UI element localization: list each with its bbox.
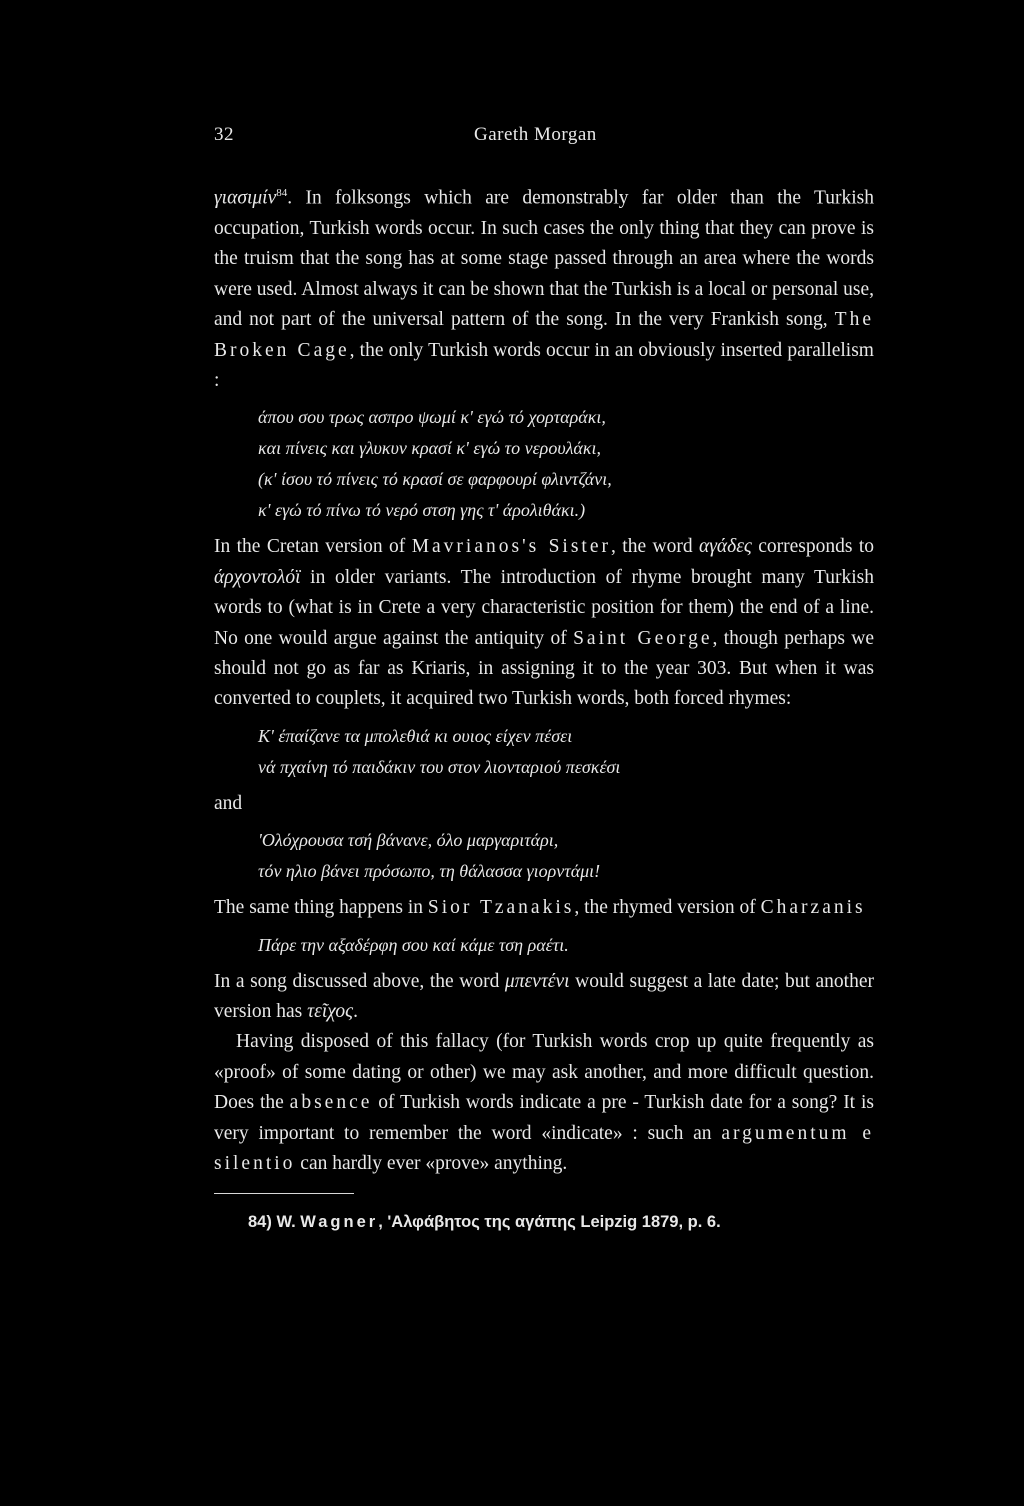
connector-word: and — [214, 792, 243, 814]
footnote-author: Wagner — [300, 1213, 379, 1232]
paragraph-text: , the word — [611, 536, 699, 558]
page-number: 32 — [214, 124, 234, 145]
verse-line: τόν ηλιο βάνει πρόσωπο, τη θάλασσα γιορντάμι! — [258, 861, 601, 882]
song-title: The Broken Cage — [214, 309, 874, 361]
paragraph-text: , the rhymed version of — [574, 897, 761, 919]
greek-word: αγάδες — [698, 536, 752, 558]
verse-line: Κ' έπαίζανε τα μπολεθιά κι ουιος είχεν πέσει — [258, 725, 573, 746]
verse-line: 'Ολόχρουσα τσή βάνανε, όλο μαργαριτάρι, — [258, 830, 559, 851]
paragraph-text: Having disposed of this fallacy (for Turkish words crop up quite frequently as «proof» of some dating or other) we may ask another, and more difficult question. Does the — [214, 1031, 874, 1114]
paragraph-3 — [214, 893, 874, 923]
spaced-word: absence — [289, 1092, 373, 1114]
paragraph-text: corresponds to — [751, 536, 874, 558]
paragraph-text: In the Cretan version of — [214, 536, 412, 558]
verse-line: και πίνεις και γλυκυν κρασί κ' εγώ το νερουλάκι, — [258, 438, 601, 459]
footnote-mark: 84) — [248, 1213, 272, 1232]
paragraph-2 — [214, 532, 874, 714]
footnote — [214, 1210, 874, 1234]
greek-word: άρχοντολόϊ — [214, 566, 301, 588]
paragraph-text: In a song discussed above, the word — [214, 970, 505, 992]
greek-word: γιασιμίν — [214, 187, 277, 209]
greek-word: τεῖχος — [307, 1001, 354, 1022]
paragraph-text: , the only Turkish words occur in an obviously inserted parallelism : — [214, 339, 874, 391]
footnote-text: W. — [271, 1213, 301, 1232]
paragraph-text: . In folksongs which are demonstrably far older than the Turkish occupation, Turkish words occur. In such cases the only thing that they can prove is the truism that the song has at some stage passed through an area where the words were used. Almost always it can be shown that the Turkish is a local or personal use, and not part of the universal pattern of the song. In the very Frankish song, — [214, 187, 874, 331]
verse-block-3 — [258, 825, 874, 887]
spaced-phrase: argumentum e silentio — [214, 1122, 874, 1175]
song-title: Mavrianos's Sister — [411, 536, 612, 558]
song-title: Charzanis — [760, 897, 866, 919]
greek-word: μπεντένι — [504, 970, 570, 992]
verse-block-1 — [258, 402, 874, 526]
verse-line: νά πχαίνη τό παιδάκιν του στον λιονταριού πεσκέσι — [258, 756, 621, 777]
body-text — [214, 178, 874, 1234]
verse-line: (κ' ίσου τό πίνεις τό κρασί σε φαρφουρί φλιντζάνι, — [258, 469, 612, 490]
footnote-rule — [214, 1193, 354, 1194]
footnote-ref: 84 — [276, 187, 288, 199]
song-title: Saint George — [573, 627, 713, 649]
verse-line: κ' εγώ τό πίνω τό νερό στση γης τ' άρολιθάκι.) — [258, 500, 586, 521]
verse-block-2 — [258, 721, 874, 783]
verse-line: άπου σου τρως ασπρο ψωμί κ' εγώ τό χορταράκι, — [258, 407, 606, 428]
paragraph-4 — [214, 967, 874, 1028]
paragraph-text: , though perhaps we should not go as far as Kriaris, in assigning it to the year 303. But when it was converted to couplets, it acquired two Turkish words, both forced rhymes: — [214, 627, 874, 710]
paragraph-1 — [214, 178, 874, 396]
paragraph-text: of Turkish words indicate a pre - Turkish date for a song? It is very important to remember the word «indicate» : such an — [214, 1092, 874, 1144]
running-author: Gareth Morgan — [474, 124, 597, 145]
verse-block-4 — [258, 930, 874, 961]
paragraph-text: The same thing happens in — [214, 897, 428, 919]
footnote-text: , 'Αλφάβητος της αγάπης Leipzig 1879, p. 6. — [378, 1213, 721, 1232]
paragraph-text: . — [353, 1001, 358, 1022]
paragraph-text: in older variants. The introduction of rhyme brought many Turkish words to (what is in Crete a very characteristic position for them) the end of a line. No one would argue against the antiquity of — [214, 566, 874, 649]
paragraph-5 — [214, 1027, 874, 1179]
paragraph-text: can hardly ever «prove» anything. — [295, 1153, 568, 1175]
verse-line: Πάρε την αξαδέρφη σου καί κάμε τση ραέτι. — [258, 934, 569, 955]
paragraph-text: would suggest a late date; but another version has — [214, 970, 874, 1022]
song-title: Sior Tzanakis — [427, 897, 575, 919]
